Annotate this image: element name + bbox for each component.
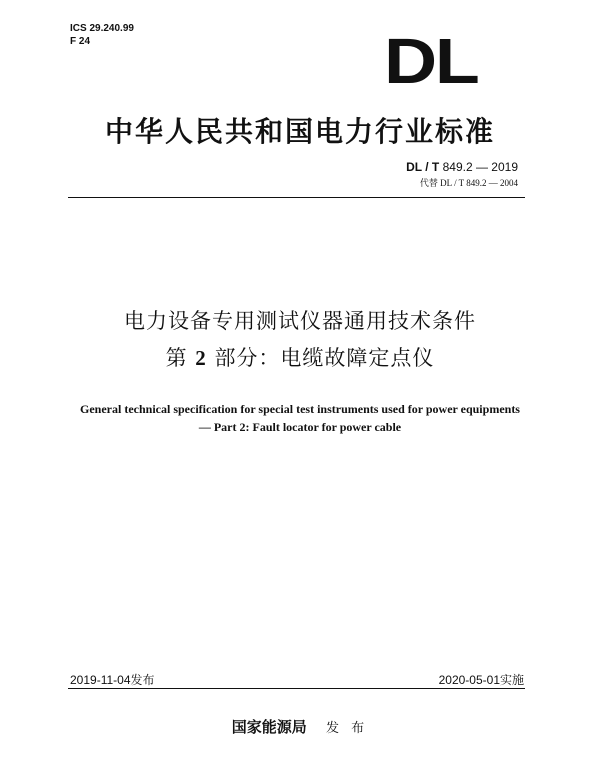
standard-code: 849.2 — 2019 (442, 160, 518, 174)
english-title-line-2: — Part 2: Fault locator for power cable (198, 420, 402, 434)
replaces-standard: 代替 DL / T 849.2 — 2004 (419, 178, 518, 188)
english-title-line-1: General technical specification for special test instruments used for power equipments (80, 402, 520, 416)
ics-code: ICS 29.240.99 (70, 23, 134, 34)
dl-logo: DL (384, 25, 478, 97)
organization-title: 中华人民共和国电力行业标准 (104, 115, 495, 148)
issuer-name: 国家能源局 (231, 718, 307, 736)
top-divider (68, 197, 525, 198)
bottom-divider (68, 688, 525, 689)
issuer (40, 716, 560, 737)
issuer-action: 发 布 (326, 721, 369, 736)
part-prefix: 第 (165, 346, 188, 370)
part-title: 部分：电缆故障定点仪 (214, 346, 435, 370)
implementation-date: 2020-05-01实施 (438, 673, 524, 687)
standard-prefix: DL / T (406, 160, 440, 174)
standard-number (406, 160, 518, 174)
issue-date: 2019-11-04发布 (70, 673, 155, 687)
classification-code: F 24 (70, 36, 91, 47)
chinese-title-line-2 (40, 342, 560, 372)
part-number: 2 (195, 346, 207, 370)
chinese-title-line-1: 电力设备专用测试仪器通用技术条件 (124, 309, 476, 333)
